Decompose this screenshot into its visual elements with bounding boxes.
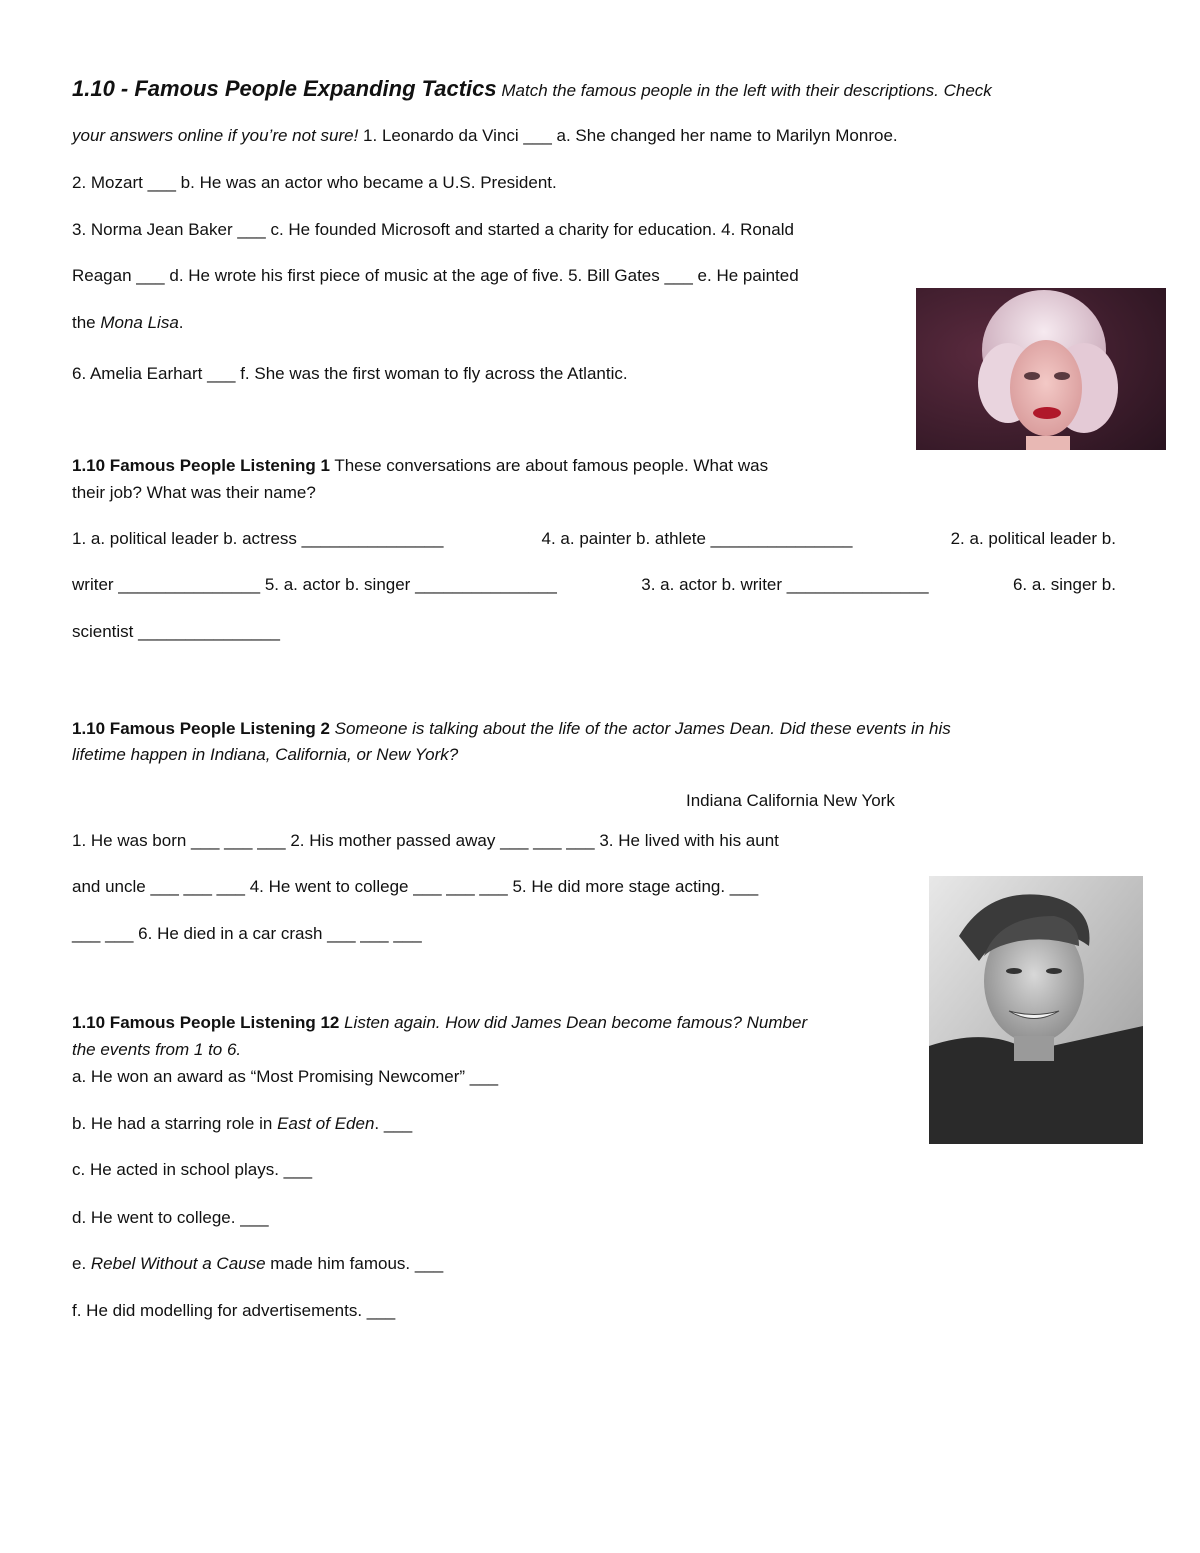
text-segment: made him famous. ___: [265, 1254, 444, 1273]
section3-heading-line: [72, 718, 951, 740]
rebel-without-a-cause-title: Rebel Without a Cause: [90, 1254, 266, 1273]
location-columns-header: Indiana California New York: [686, 791, 895, 810]
order-item-e: [72, 1253, 443, 1275]
section4-instruction-1: Listen again. How did James Dean become famous? Number: [339, 1013, 808, 1032]
portrait-color-photo: [916, 288, 1166, 450]
text-segment: . ___: [374, 1114, 413, 1133]
section2-title: 1.10 Famous People Listening 1: [72, 456, 330, 475]
listening1-row3: scientist _______________: [72, 622, 280, 641]
text-segment: e.: [72, 1254, 91, 1273]
match-item-5: [72, 312, 184, 334]
question-6: 6. a. singer b.: [1012, 575, 1116, 594]
question-1: 1. a. political leader b. actress _______________: [72, 529, 444, 548]
section1-heading-line: [72, 78, 992, 102]
match-item-6: 6. Amelia Earhart ___ f. She was the first woman to fly across the Atlantic.: [72, 364, 628, 383]
question-4: 4. a. painter b. athlete _______________: [541, 529, 853, 548]
section2-instruction-1: These conversations are about famous people. What was: [329, 456, 769, 475]
order-item-b: [72, 1113, 412, 1135]
match-item-2: 2. Mozart ___ b. He was an actor who became a U.S. President.: [72, 173, 557, 192]
section1-line2: [72, 125, 898, 147]
section1-instruction-2: your answers online if you’re not sure!: [72, 126, 359, 145]
question-5: writer _______________ 5. a. actor b. singer _______________: [72, 575, 557, 594]
listening1-row1: [72, 528, 1116, 550]
mona-lisa-title: Mona Lisa: [100, 313, 179, 332]
match-item-3: 3. Norma Jean Baker ___ c. He founded Microsoft and started a charity for education. 4. Ronald: [72, 220, 794, 239]
section4-heading-line: [72, 1012, 807, 1034]
order-item-a: a. He won an award as “Most Promising Newcomer” ___: [72, 1067, 499, 1086]
order-item-c: c. He acted in school plays. ___: [72, 1160, 313, 1179]
section3-instruction-2: lifetime happen in Indiana, California, or New York?: [72, 745, 459, 764]
section1-title: 1.10 - Famous People Expanding Tactics: [72, 76, 497, 101]
order-item-d: d. He went to college. ___: [72, 1208, 269, 1227]
section4-title: 1.10 Famous People Listening 12: [72, 1013, 340, 1032]
portrait-bw-photo: [929, 876, 1143, 1144]
section2-heading-line: [72, 455, 768, 477]
section3-instruction-1: Someone is talking about the life of the actor James Dean. Did these events in his: [329, 719, 951, 738]
listening2-line1: 1. He was born ___ ___ ___ 2. His mother passed away ___ ___ ___ 3. He lived with his aunt: [72, 831, 779, 850]
question-3: 3. a. actor b. writer _______________: [641, 575, 929, 594]
section4-instruction-2: the events from 1 to 6.: [72, 1040, 242, 1059]
east-of-eden-title: East of Eden: [277, 1114, 375, 1133]
text-segment: b. He had a starring role in: [72, 1114, 278, 1133]
section2-instruction-2: their job? What was their name?: [72, 483, 316, 502]
match-item-1: 1. Leonardo da Vinci ___ a. She changed her name to Marilyn Monroe.: [363, 126, 898, 145]
section1-instruction-1: Match the famous people in the left with their descriptions. Check: [501, 81, 992, 100]
text-segment: .: [178, 313, 184, 332]
match-item-4: Reagan ___ d. He wrote his first piece of music at the age of five. 5. Bill Gates ___ e. He painted: [72, 266, 799, 285]
order-item-f: f. He did modelling for advertisements. ___: [72, 1301, 396, 1320]
listening2-line2: and uncle ___ ___ ___ 4. He went to college ___ ___ ___ 5. He did more stage acting. ___: [72, 877, 759, 896]
question-2: 2. a. political leader b.: [950, 529, 1116, 548]
listening2-line3: ___ ___ 6. He died in a car crash ___ ___ ___: [72, 924, 422, 943]
section3-title: 1.10 Famous People Listening 2: [72, 719, 330, 738]
text-segment: the: [72, 313, 101, 332]
listening1-row2: [72, 574, 1116, 596]
